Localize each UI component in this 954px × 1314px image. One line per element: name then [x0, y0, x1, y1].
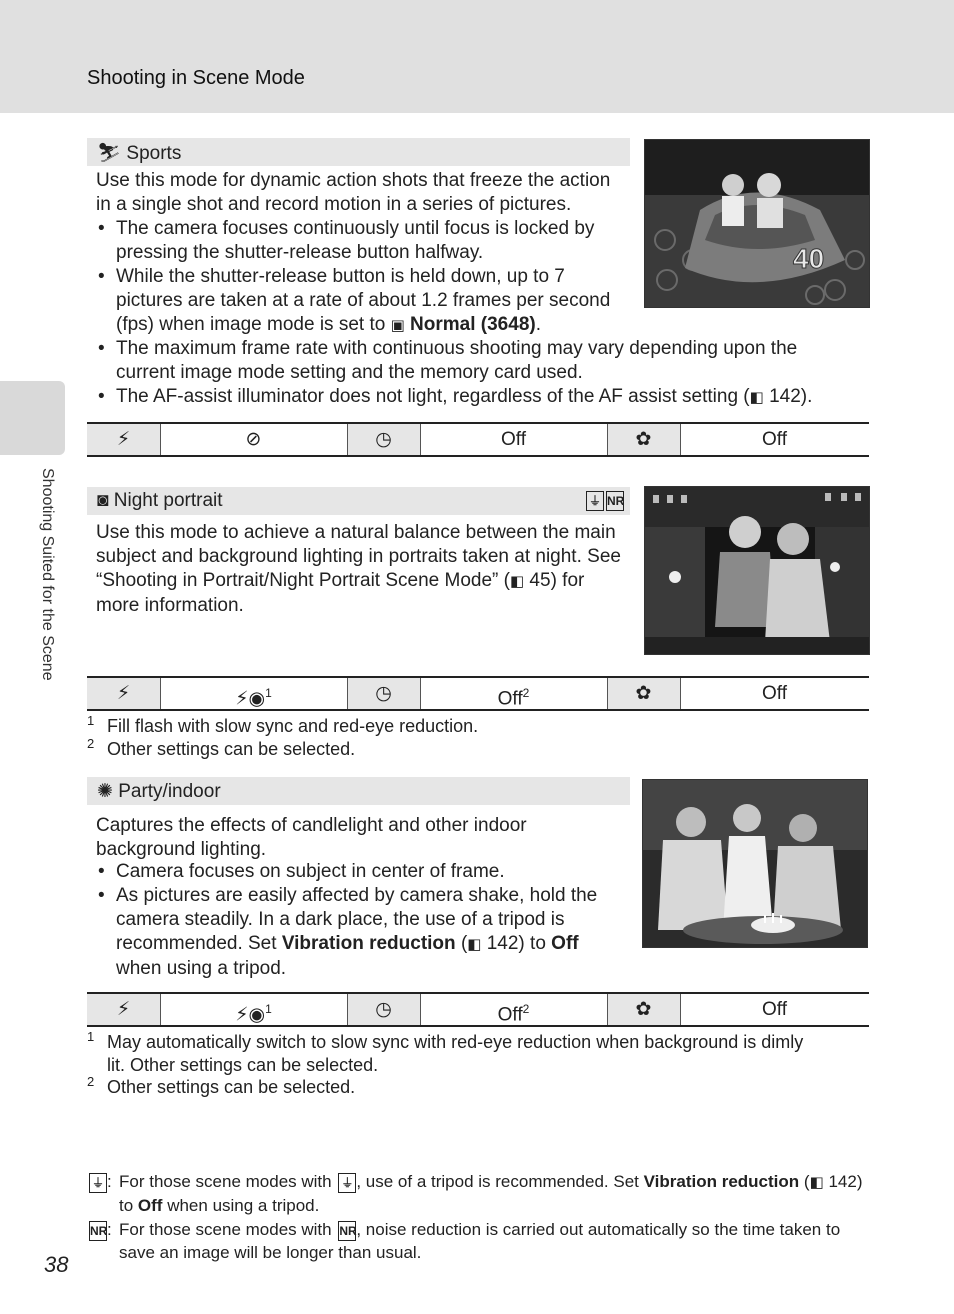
page-ref-icon: ◧	[467, 936, 482, 953]
sports-section-heading: ⛷ Sports	[87, 138, 630, 166]
party-intro: Captures the effects of candlelight and other indoor background lighting.	[96, 815, 527, 860]
flash-mode-icon: ⚡	[87, 424, 160, 455]
party-timer-value: Off$^2$	[497, 1002, 530, 1026]
tripod-icon: ⏚	[89, 1173, 107, 1193]
svg-text:40: 40	[793, 243, 825, 274]
sports-bullets-top	[96, 217, 621, 338]
night-portrait-settings-table	[87, 676, 869, 711]
list-item: • The maximum frame rate with continuous shooting may vary depending upon the current image mode setting and the memory card used.	[96, 337, 856, 385]
macro-icon: ✿	[607, 994, 680, 1025]
sports-settings-table	[87, 422, 869, 457]
list-item: • The AF-assist illuminator does not light, regardless of the AF assist setting (◧ 142).	[96, 385, 856, 410]
self-timer-icon: ◷	[347, 994, 420, 1025]
noise-reduction-icon: NR	[606, 491, 624, 511]
image-mode-icon: ▣	[390, 317, 405, 334]
page-header	[0, 0, 954, 113]
party-indoor-icon: ✺	[97, 781, 113, 802]
party-indoor-section-heading: ✺ Party/indoor	[87, 777, 630, 805]
night-timer-value: Off$^2$	[497, 686, 530, 710]
tripod-note: ⏚ : For those scene modes with ⏚ , use of a tripod is recommended. Set Vibration reduction (◧ 142) to Off when using a tripod.	[87, 1170, 887, 1216]
flash-redeye-icon: ⚡◉$^1$	[235, 1002, 272, 1026]
night-portrait-icon: ◙	[97, 490, 109, 511]
party-indoor-photo	[642, 779, 868, 948]
page-ref-icon: ◧	[749, 389, 764, 406]
self-timer-icon: ◷	[347, 678, 420, 709]
flash-redeye-slow-icon: ⚡◉$^1$	[235, 686, 272, 710]
noise-reduction-icon: NR	[89, 1221, 107, 1241]
sports-macro-value: Off	[762, 429, 787, 450]
sports-intro: Use this mode for dynamic action shots that freeze the action in a single shot and record motion in a series of pictures.	[96, 170, 611, 215]
list-item: • Camera focuses on subject in center of frame.	[96, 860, 616, 884]
flash-off-icon: ⊘	[245, 429, 262, 450]
self-timer-icon: ◷	[347, 424, 420, 455]
list-item: • While the shutter-release button is held down, up to 7 pictures are taken at a rate of about 1.2 frames per second (fps) when image mode is set to ▣ Normal (3648).	[96, 265, 621, 338]
party-bullets	[96, 860, 616, 981]
sports-photo	[644, 139, 870, 308]
sports-bullets-bottom	[96, 337, 856, 410]
page-number: 38	[44, 1252, 69, 1277]
party-settings-table	[87, 992, 869, 1027]
list-item: • As pictures are easily affected by camera shake, hold the camera steadily. In a dark place, the use of a tripod is recommended. Set Vibration reduction (◧ 142) to Off when using a tripod.	[96, 884, 616, 981]
tripod-icon: ⏚	[338, 1173, 356, 1193]
sports-timer-value: Off	[501, 429, 526, 450]
flash-mode-icon: ⚡	[87, 994, 160, 1025]
night-portrait-section-heading: ◙ Night portrait ⏚ NR	[87, 487, 630, 515]
night-macro-value: Off	[762, 683, 787, 704]
tripod-icon: ⏚	[586, 491, 604, 511]
night-portrait-photo	[644, 486, 870, 655]
page-ref-icon: ◧	[809, 1174, 824, 1191]
flash-mode-icon: ⚡	[87, 678, 160, 709]
macro-icon: ✿	[607, 678, 680, 709]
sports-icon: ⛷	[97, 143, 122, 164]
list-item: • The camera focuses continuously until focus is locked by pressing the shutter-release button halfway.	[96, 217, 621, 265]
page-title: Shooting in Scene Mode	[87, 67, 305, 89]
chapter-tab-label: Shooting Suited for the Scene	[39, 468, 56, 681]
party-macro-value: Off	[762, 999, 787, 1020]
page-ref-icon: ◧	[509, 573, 525, 590]
chapter-tab	[0, 381, 65, 455]
noise-reduction-icon: NR	[338, 1221, 356, 1241]
noise-reduction-note: NR: For those scene modes with NR, noise reduction is carried out automatically so the time taken to save an image will be longer than usual.	[90, 1220, 841, 1262]
night-portrait-intro: Use this mode to achieve a natural balance between the main subject and background lighting in portraits taken at night. See “Shooting in Portrait/Night Portrait Scene Mode” (◧ 45) for more information.	[96, 522, 621, 616]
macro-icon: ✿	[607, 424, 680, 455]
